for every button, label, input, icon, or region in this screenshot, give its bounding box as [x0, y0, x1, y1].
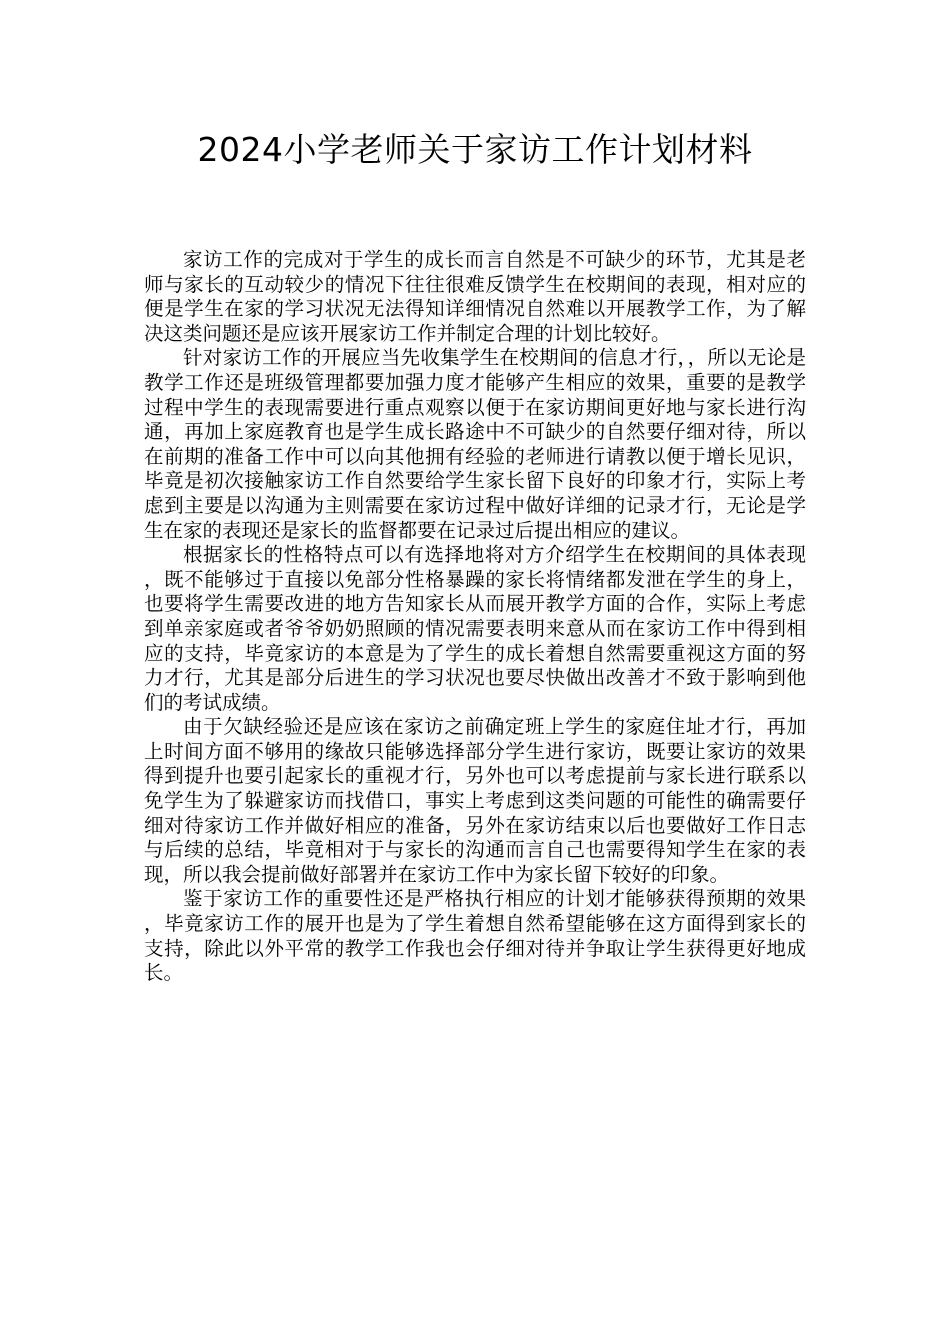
document-body [144, 248, 806, 986]
body-paragraph-2: 针对家访工作的开展应当先收集学生在校期间的信息才行，，所以无论是教学工作还是班级管理都要加强力度才能够产生相应的效果，重要的是教学过程中学生的表现需要进行重点观察以便于在家访期间更好地与家长进行沟通，再加上家庭教育也是学生成长路途中不可缺少的自然要仔细对待，所以在前期的准备工作中可以向其他拥有经验的老师进行请教以便于增长见识，毕竟是初次接触家访工作自然要给学生家长留下良好的印象才行，实际上考虑到主要是以沟通为主则需要在家访过程中做好详细的记录才行，无论是学生在家的表现还是家长的监督都要在记录过后提出相应的建议。 [144, 346, 806, 542]
document-title: 2024小学老师关于家访工作计划材料 [197, 130, 753, 169]
body-paragraph-5: 鉴于家访工作的重要性还是严格执行相应的计划才能够获得预期的效果，毕竟家访工作的展开也是为了学生着想自然希望能够在这方面得到家长的支持，除此以外平常的教学工作我也会仔细对待并争取让学生获得更好地成长。 [144, 887, 806, 985]
body-paragraph-1: 家访工作的完成对于学生的成长而言自然是不可缺少的环节，尤其是老师与家长的互动较少的情况下往往很难反馈学生在校期间的表现，相对应的便是学生在家的学习状况无法得知详细情况自然难以开展教学工作，为了解决这类问题还是应该开展家访工作并制定合理的计划比较好。 [144, 248, 806, 345]
body-paragraph-3: 根据家长的性格特点可以有选择地将对方介绍学生在校期间的具体表现，既不能够过于直接以免部分性格暴躁的家长将情绪都发泄在学生的身上，也要将学生需要改进的地方告知家长从而展开教学方面的合作，实际上考虑到单亲家庭或者爷爷奶奶照顾的情况需要表明来意从而在家访工作中得到相应的支持，毕竟家访的本意是为了学生的成长着想自然需要重视这方面的努力才行，尤其是部分后进生的学习状况也要尽快做出改善才不致于影响到他们的考试成绩。 [144, 543, 806, 714]
body-paragraph-4: 由于欠缺经验还是应该在家访之前确定班上学生的家庭住址才行，再加上时间方面不够用的缘故只能够选择部分学生进行家访，既要让家访的效果得到提升也要引起家长的重视才行，另外也可以考虑提前与家长进行联系以免学生为了躲避家访而找借口，事实上考虑到这类问题的可能性的确需要仔细对待家访工作并做好相应的准备，另外在家访结束以后也要做好工作日志与后续的总结，毕竟相对于与家长的沟通而言自己也需要得知学生在家的表现，所以我会提前做好部署并在家访工作中为家长留下较好的印象。 [144, 715, 806, 886]
